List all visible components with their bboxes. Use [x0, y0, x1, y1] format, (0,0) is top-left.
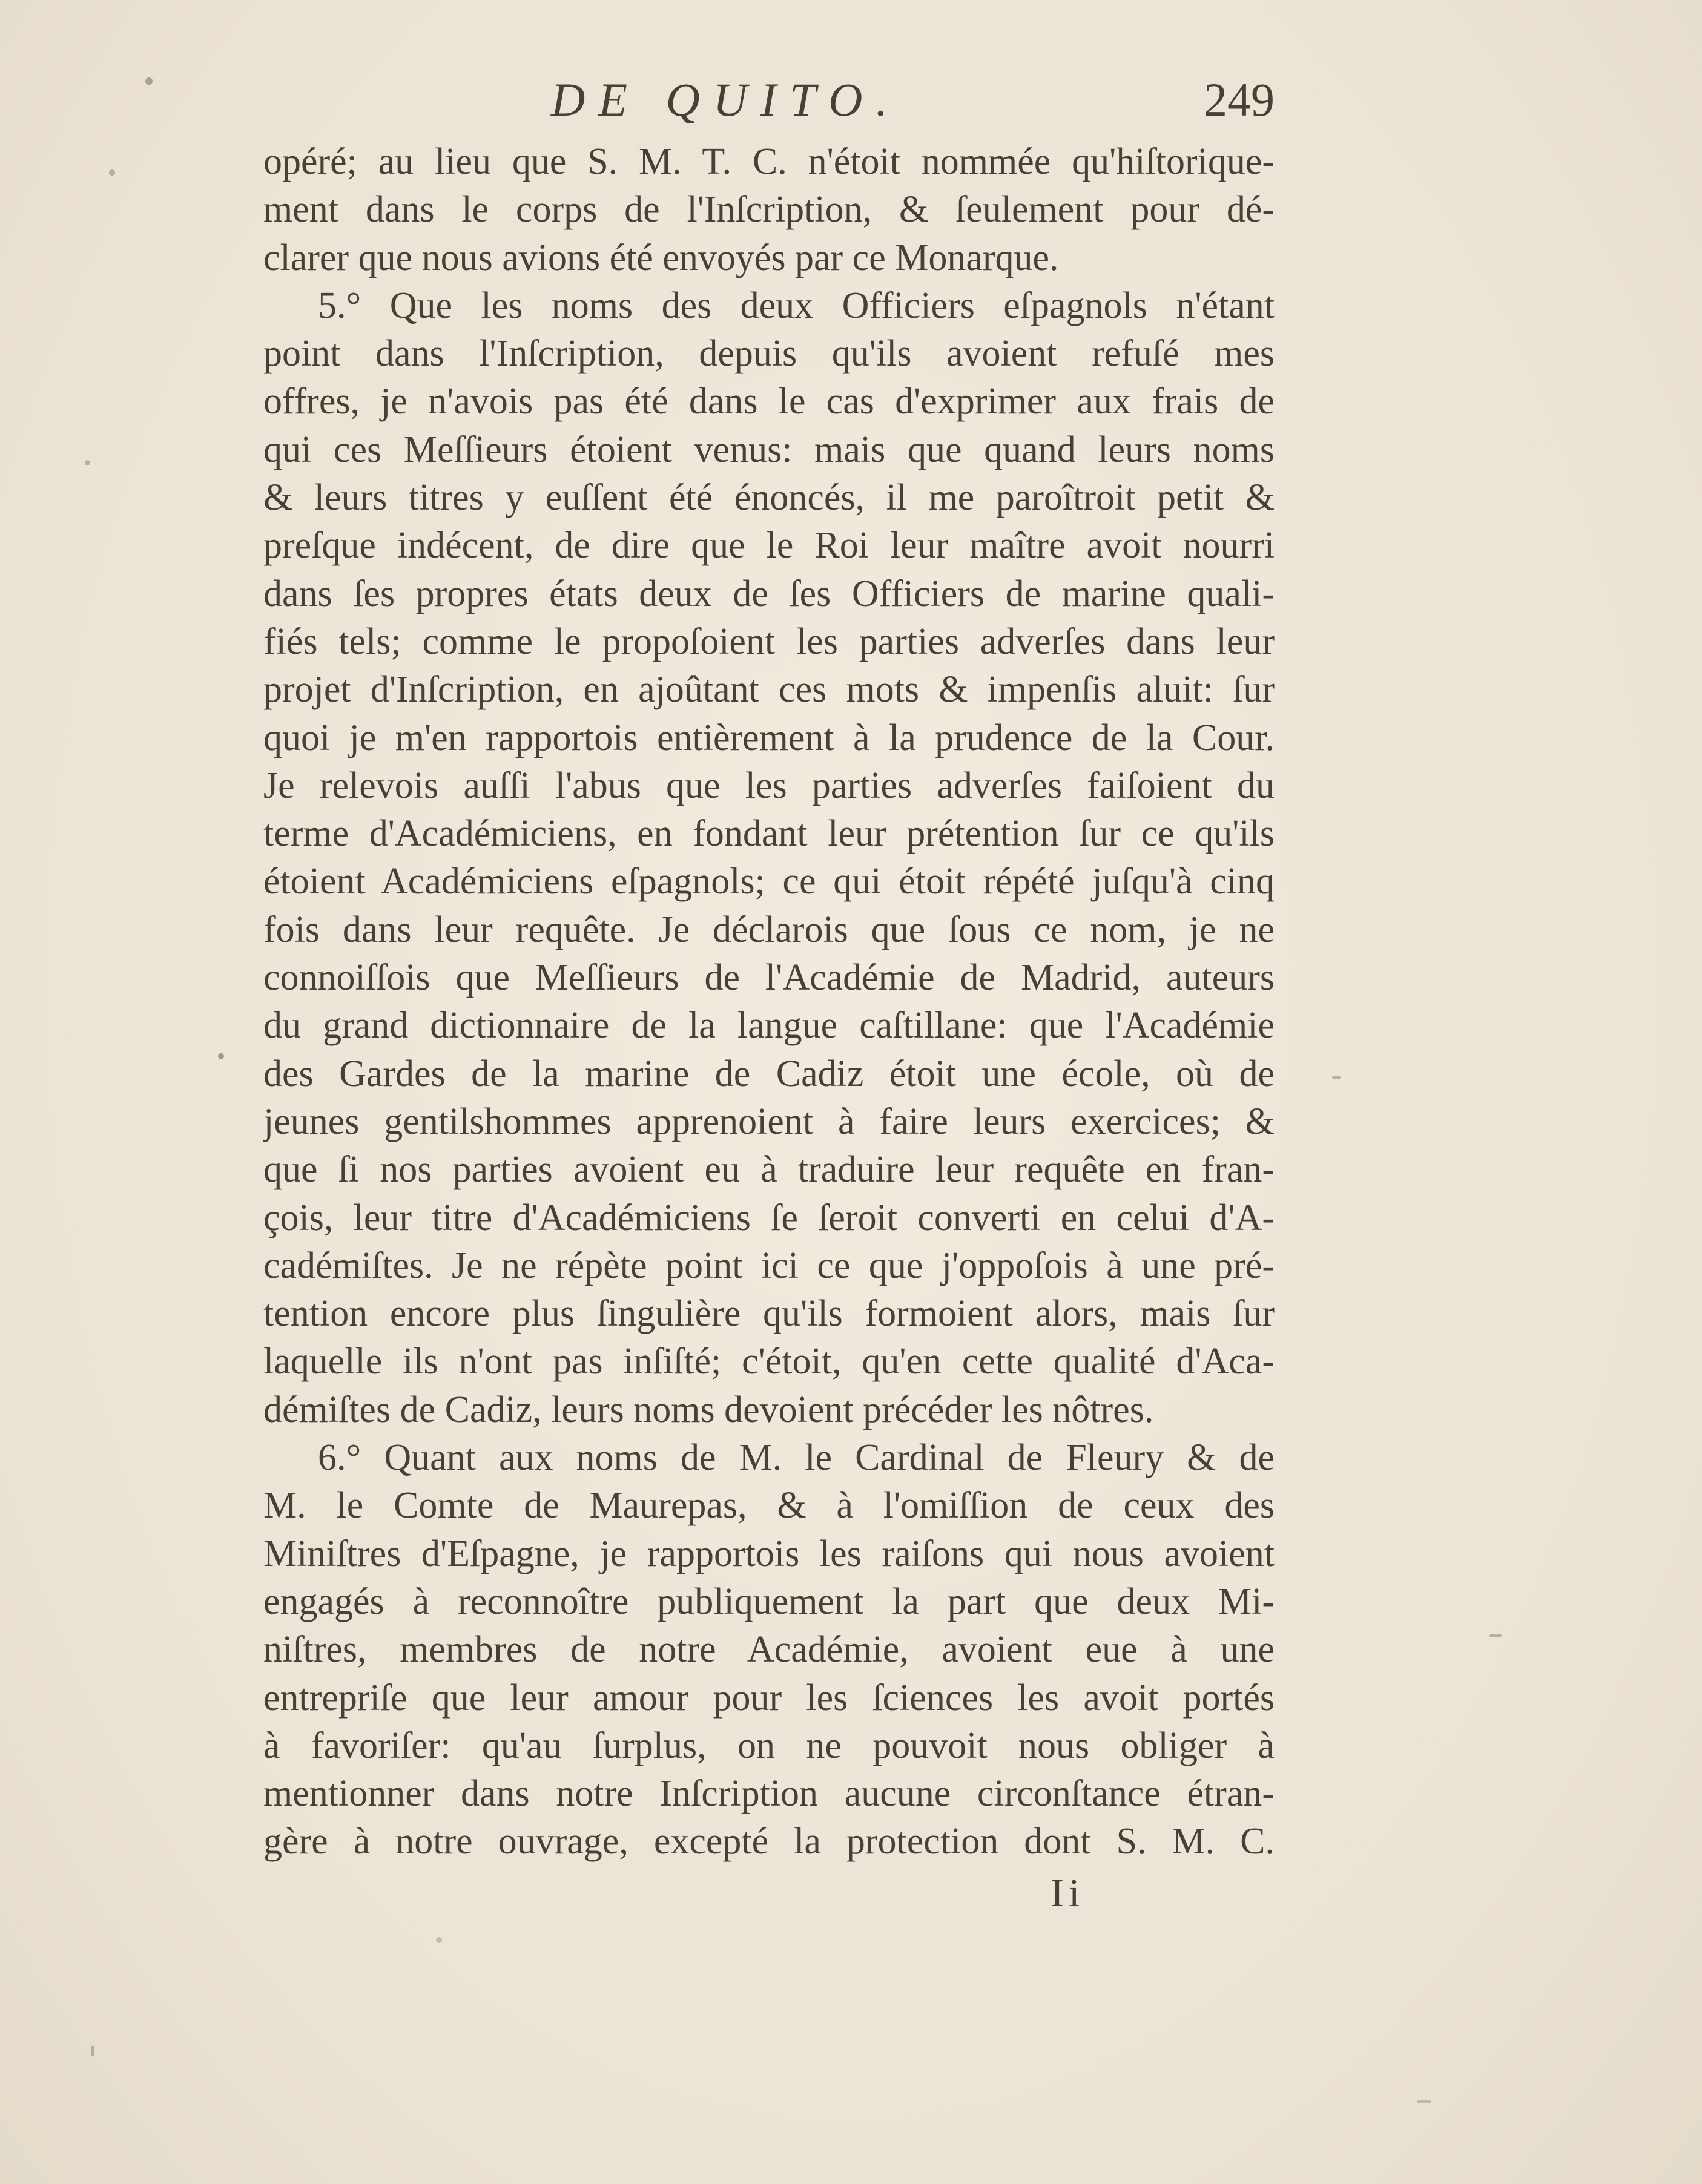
paragraph-5-start: 5.° Que les noms des deux Officiers eſpagnols n'étant: [318, 285, 1275, 326]
paper-speck: [1489, 1634, 1502, 1637]
text-line: jeunes gentilshommes apprenoient à faire leurs exercices; &: [263, 1100, 1275, 1142]
text-line: cadémiſtes. Je ne répète point ici ce que j'oppoſois à une pré-: [263, 1245, 1275, 1286]
text-line: laquelle ils n'ont pas inſiſté; c'étoit, qu'en cette qualité d'Aca-: [263, 1341, 1275, 1383]
text-line: Miniſtres d'Eſpagne, je rapportois les raiſons qui nous avoient: [263, 1533, 1275, 1574]
body-text: [263, 138, 1275, 1866]
text-line: & leurs titres y euſſent été énoncés, il me paroîtroit petit &: [263, 477, 1275, 519]
paper-speck: [85, 460, 90, 465]
text-line: connoiſſois que Meſſieurs de l'Académie de Madrid, auteurs: [263, 957, 1275, 999]
paper-speck: [145, 77, 153, 85]
text-line: fois dans leur requête. Je déclarois que ſous ce nom, je ne: [263, 909, 1275, 950]
text-line: terme d'Académiciens, en fondant leur prétention ſur ce qu'ils: [263, 813, 1275, 855]
text-line: que ſi nos parties avoient eu à traduire leur requête en fran-: [263, 1149, 1275, 1191]
text-line: tention encore plus ſingulière qu'ils formoient alors, mais ſur: [263, 1293, 1275, 1335]
text-line: M. le Comte de Maurepas, & à l'omiſſion de ceux des: [263, 1485, 1275, 1527]
text-line: quoi je m'en rapportois entièrement à la prudence de la Cour.: [263, 717, 1275, 758]
text-line: projet d'Inſcription, en ajoûtant ces mots & impenſis aluit: ſur: [263, 669, 1275, 711]
text-line: à favoriſer: qu'au ſurplus, on ne pouvoit nous obliger à: [263, 1725, 1275, 1766]
text-line: preſque indécent, de dire que le Roi leur maître avoit nourri: [263, 525, 1275, 567]
text-line: démiſtes de Cadiz, leurs noms devoient précéder les nôtres.: [263, 1389, 1154, 1430]
text-line: engagés à reconnoître publiquement la part que deux Mi-: [263, 1580, 1275, 1622]
paper-speck: [218, 1053, 224, 1059]
text-line: niſtres, membres de notre Académie, avoient eue à une: [263, 1629, 1275, 1671]
text-line: Je relevois auſſi l'abus que les parties adverſes faiſoient du: [263, 765, 1275, 806]
paragraph-6-start: 6.° Quant aux noms de M. le Cardinal de Fleury & de: [318, 1437, 1275, 1479]
text-line: dans ſes propres états deux de ſes Officiers de marine quali-: [263, 573, 1275, 614]
text-line: ment dans le corps de l'Inſcription, & ſeulement pour dé-: [263, 189, 1275, 231]
text-line: des Gardes de la marine de Cadiz étoit une école, où de: [263, 1053, 1275, 1094]
text-line: point dans l'Inſcription, depuis qu'ils avoient refuſé mes: [263, 333, 1275, 375]
running-head: DE QUITO.: [551, 73, 901, 126]
text-line: entrepriſe que leur amour pour les ſciences les avoit portés: [263, 1677, 1275, 1719]
paper-speck: [1332, 1076, 1341, 1079]
text-line: opéré; au lieu que S. M. T. C. n'étoit nommée qu'hiſtorique-: [263, 141, 1275, 182]
text-line: du grand dictionnaire de la langue caſtillane: que l'Académie: [263, 1005, 1275, 1047]
paper-speck: [436, 1937, 442, 1943]
paper-speck: [109, 169, 115, 176]
page-footer: [263, 1870, 1275, 1925]
text-line: fiés tels; comme le propoſoient les parties adverſes dans leur: [263, 620, 1275, 662]
text-line: offres, je n'avois pas été dans le cas d'exprimer aux frais de: [263, 381, 1275, 423]
signature-mark: Ii: [1051, 1871, 1085, 1915]
text-line: clarer que nous avions été envoyés par ce Monarque.: [263, 237, 1059, 278]
text-line: étoient Académiciens eſpagnols; ce qui étoit répété juſqu'à cinq: [263, 861, 1275, 903]
page-number: 249: [1204, 73, 1275, 126]
text-line: çois, leur titre d'Académiciens ſe ſeroit converti en celui d'A-: [263, 1197, 1275, 1238]
page-header: [263, 73, 1275, 139]
text-line: qui ces Meſſieurs étoient venus: mais que quand leurs noms: [263, 429, 1275, 470]
text-line: gère à notre ouvrage, excepté la protection dont S. M. C.: [263, 1821, 1275, 1863]
text-line: mentionner dans notre Inſcription aucune circonſtance étran-: [263, 1773, 1275, 1815]
paper-speck: [1417, 2100, 1431, 2103]
paper-speck: [91, 2046, 94, 2056]
